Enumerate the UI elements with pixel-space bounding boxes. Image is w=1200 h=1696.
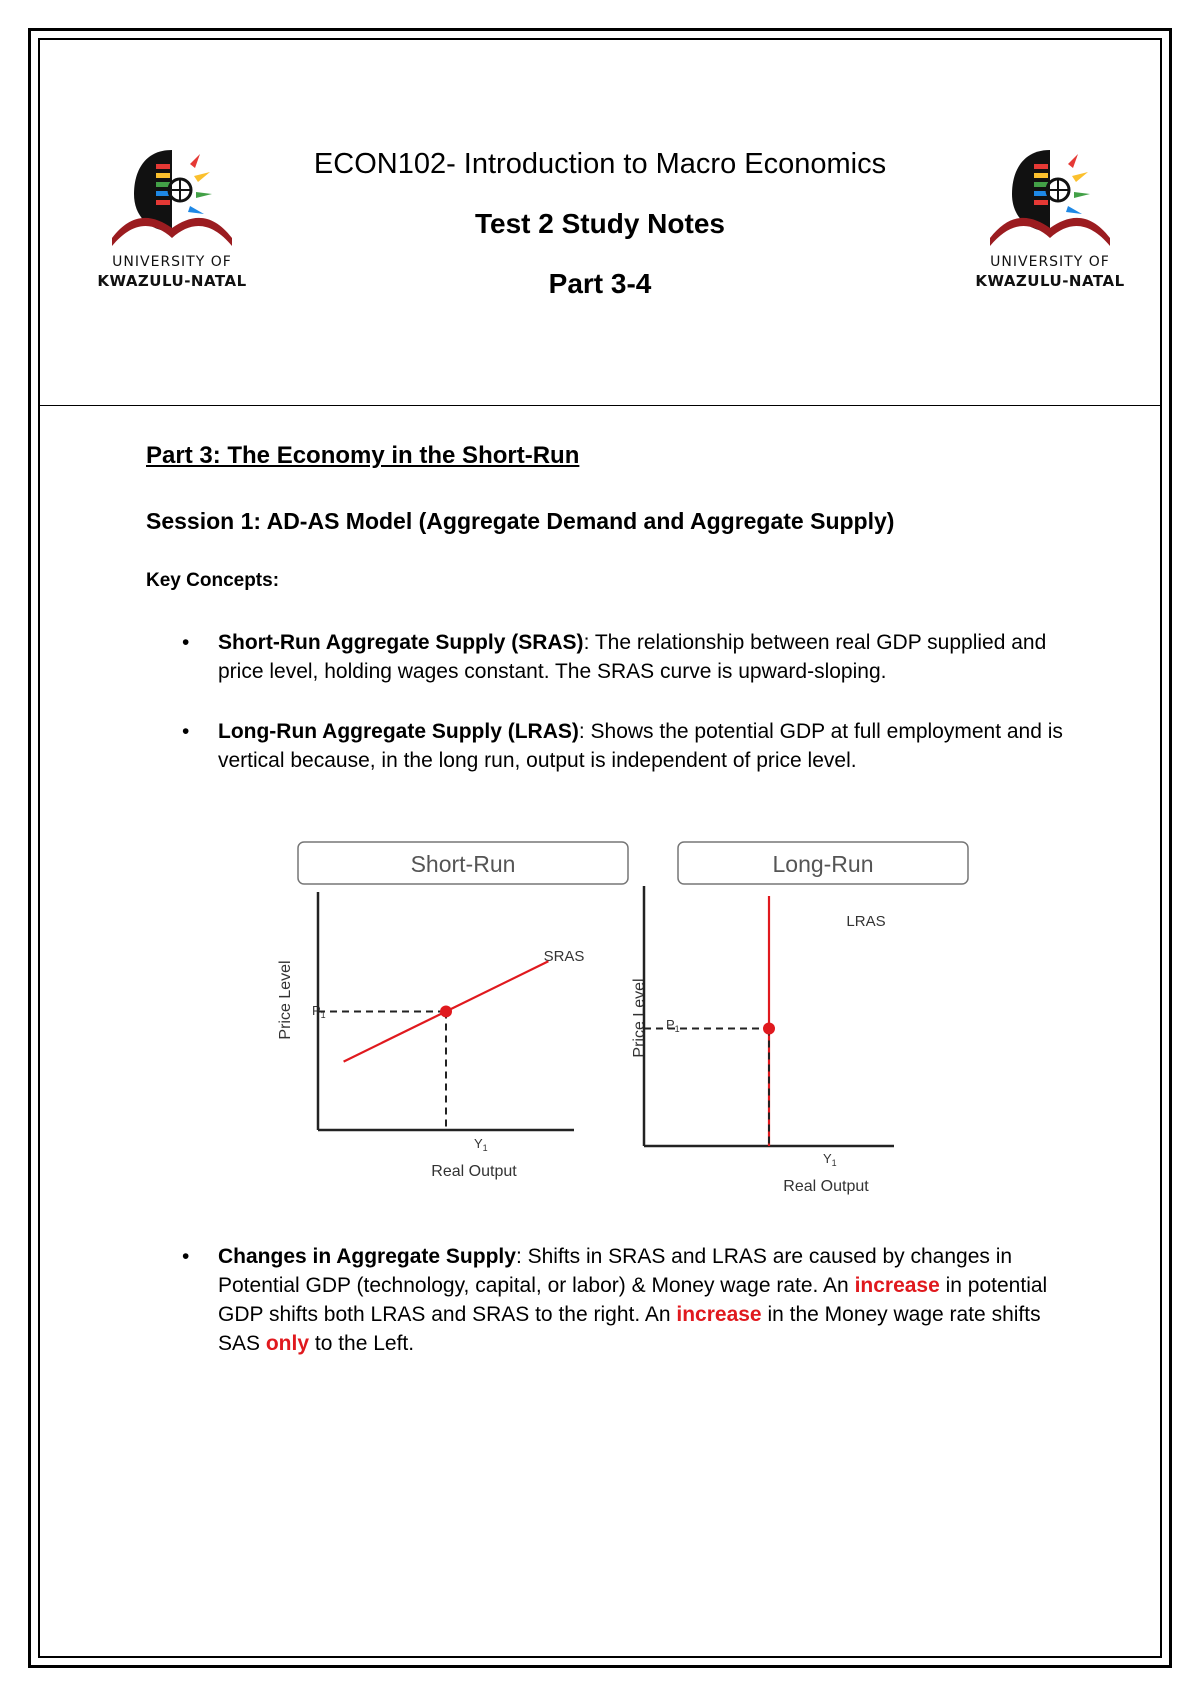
bullet-text: in potential GDP shifts both LRAS and SRAS to the right. An [218,1274,1048,1326]
university-name-line1: UNIVERSITY OF [990,254,1110,270]
short-run-chart [274,836,636,1206]
bullet-term: Changes in Aggregate Supply [218,1245,516,1268]
bullet-text: to the Left. [309,1332,415,1355]
bullet-term: Short-Run Aggregate Supply (SRAS) [218,631,584,654]
highlight-increase: increase [676,1303,762,1326]
university-logo-left [82,142,262,302]
bullet-text: : Shows the potential GDP at full employment and is vertical because, in the long run, output is independent of price level. [218,720,1063,772]
equilibrium-point [440,1005,452,1017]
x-axis-label: Real Output [431,1163,517,1180]
university-name-line2: KWAZULU-NATAL [97,272,247,290]
equilibrium-point [763,1023,775,1035]
long-run-chart [626,836,986,1221]
university-name-line1: UNIVERSITY OF [112,254,232,270]
x-axis-label: Real Output [783,1178,869,1195]
highlight-increase: increase [854,1274,940,1297]
y-tick-label: $P_1$ [666,1017,680,1034]
university-name-line2: KWAZULU-NATAL [975,272,1125,290]
header-divider [40,405,1160,406]
part-range: Part 3-4 [548,268,652,299]
curve-label: SRAS [543,948,585,965]
curve-label: LRAS [846,913,886,930]
y-tick-label: $P_1$ [312,1003,326,1020]
bullet-sras [218,628,1068,686]
university-logo-right [960,142,1140,302]
course-title: ECON102- Introduction to Macro Economics [313,148,887,180]
bullet-term: Long-Run Aggregate Supply (LRAS) [218,720,579,743]
bullet-lras [218,717,1068,775]
x-tick-label: $Y_1$ [474,1136,488,1153]
document-subtitle: Test 2 Study Notes [475,208,725,239]
session-heading: Session 1: AD-AS Model (Aggregate Demand and Aggregate Supply) [146,508,895,534]
highlight-only: only [265,1332,310,1355]
part-heading: Part 3: The Economy in the Short-Run [146,442,580,469]
key-concepts-label: Key Concepts: [146,570,280,591]
bullet-text: in the Money wage rate shifts SAS [218,1303,1041,1355]
chart-title: Long-Run [772,851,874,877]
chart-title: Short-Run [410,851,516,877]
y-axis-label: Price Level [277,960,294,1040]
bullet-changes-in-as [218,1242,1068,1358]
shield-emblem-icon [82,142,262,254]
bullet-text: : The relationship between real GDP supplied and price level, holding wages constant. The SRAS curve is upward-sloping. [218,631,1047,683]
y-axis-label: Price Level [631,978,648,1058]
shield-emblem-icon [960,142,1140,254]
x-tick-label: $Y_1$ [823,1151,837,1168]
bullet-text: : Shifts in SRAS and LRAS are caused by changes in Potential GDP (technology, capital, or labor) & Money wage rate. An [218,1245,1013,1297]
